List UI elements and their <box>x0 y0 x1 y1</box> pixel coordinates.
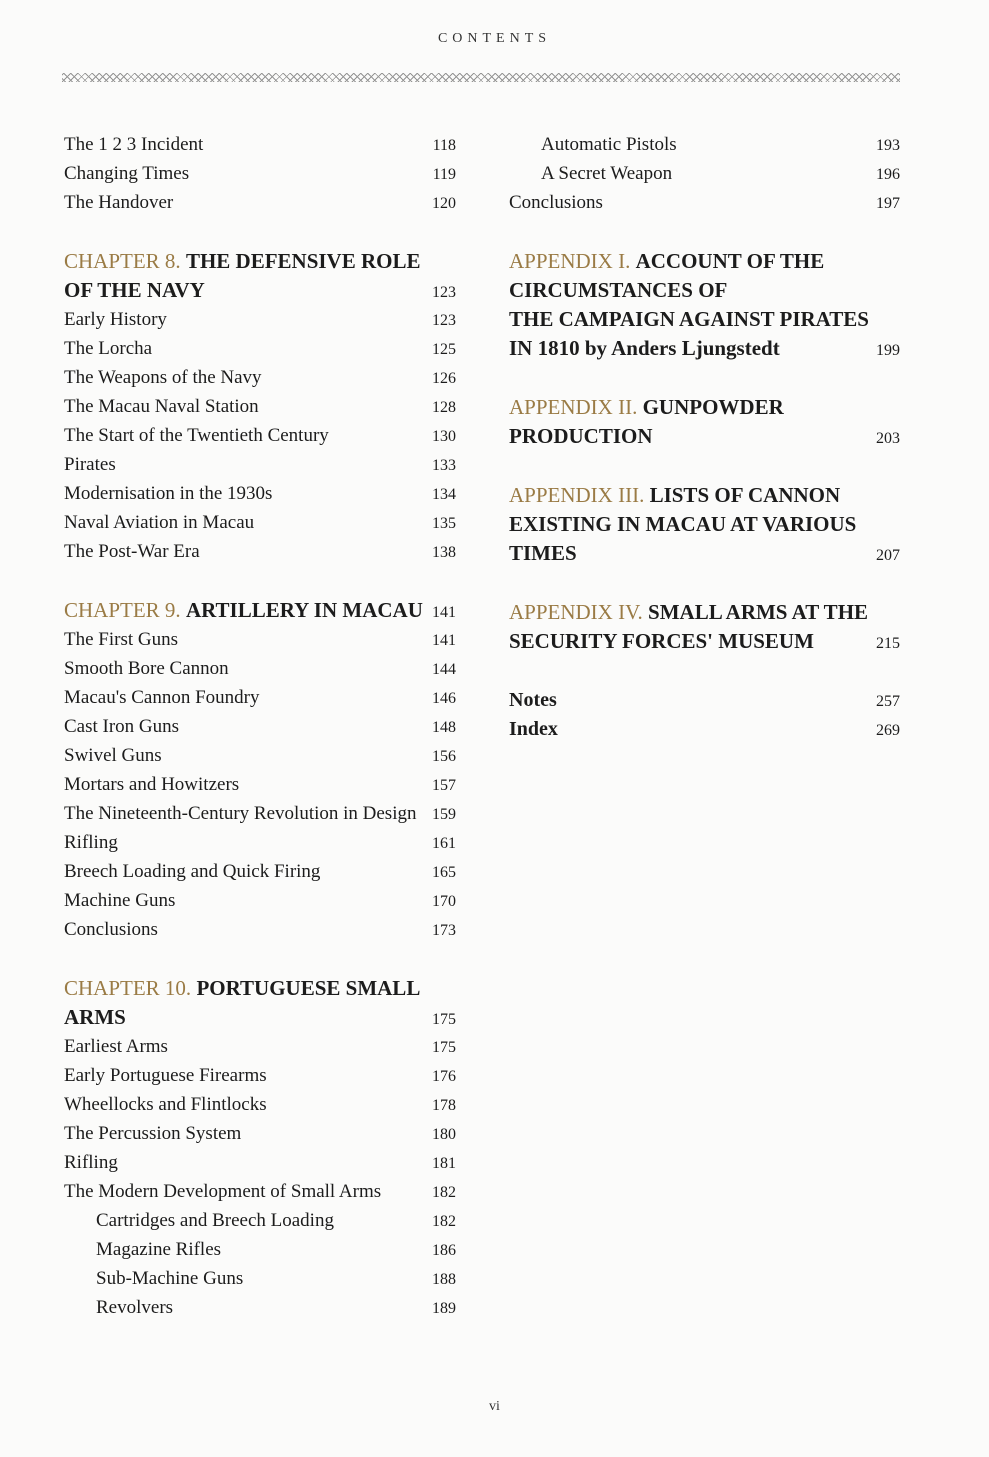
toc-entry[interactable]: The Start of the Twentieth Century 130 <box>64 425 456 446</box>
toc-entry[interactable]: Rifling 161 <box>64 832 456 853</box>
toc-entry[interactable]: Cast Iron Guns 148 <box>64 716 456 737</box>
toc-entry[interactable]: Mortars and Howitzers 157 <box>64 774 456 795</box>
toc-entry[interactable]: The Lorcha 125 <box>64 338 456 359</box>
toc-entry[interactable]: The Weapons of the Navy 126 <box>64 367 456 388</box>
toc-entry[interactable]: Conclusions 197 <box>509 192 900 213</box>
toc-entry[interactable]: Early History 123 <box>64 309 456 330</box>
ornamental-rule <box>62 73 900 82</box>
toc-entry[interactable]: Swivel Guns 156 <box>64 745 456 766</box>
toc-index-entry[interactable]: Index 269 <box>509 718 900 740</box>
toc-entry[interactable]: The First Guns 141 <box>64 629 456 650</box>
running-header: CONTENTS <box>437 31 552 46</box>
toc-entry[interactable]: Wheellocks and Flintlocks 178 <box>64 1094 456 1115</box>
toc-right-column <box>509 130 900 744</box>
appendix-2-heading[interactable]: APPENDIX II. GUNPOWDER PRODUCTION 203 <box>509 395 900 448</box>
toc-entry[interactable]: Smooth Bore Cannon 144 <box>64 658 456 679</box>
toc-entry[interactable]: Modernisation in the 1930s 134 <box>64 483 456 504</box>
appendix-4-heading[interactable]: APPENDIX IV. SMALL ARMS AT THE SECURITY FORCES' MUSEUM 215 <box>509 600 900 653</box>
toc-entry[interactable]: The Nineteenth-Century Revolution in Design 159 <box>64 803 456 824</box>
toc-entry[interactable]: Naval Aviation in Macau 135 <box>64 512 456 533</box>
toc-subentry[interactable]: Revolvers 189 <box>96 1297 456 1318</box>
toc-entry[interactable]: The Handover 120 <box>64 192 456 213</box>
toc-entry[interactable]: Early Portuguese Firearms 176 <box>64 1065 456 1086</box>
toc-left-column <box>64 130 456 1322</box>
page-number: vi <box>489 1399 500 1414</box>
toc-entry[interactable]: Conclusions 173 <box>64 919 456 940</box>
toc-subentry[interactable]: A Secret Weapon 196 <box>541 163 900 184</box>
chapter-9-heading[interactable]: CHAPTER 9. ARTILLERY IN MACAU 141 <box>64 598 456 622</box>
toc-entry[interactable]: The Post-War Era 138 <box>64 541 456 562</box>
toc-subentry[interactable]: Cartridges and Breech Loading 182 <box>96 1210 456 1231</box>
appendix-1-heading[interactable]: APPENDIX I. ACCOUNT OF THE CIRCUMSTANCES OF THE CAMPAIGN AGAINST PIRATES IN 1810 by Anders Ljungstedt 199 <box>509 249 900 360</box>
appendix-3-heading[interactable]: APPENDIX III. LISTS OF CANNON EXISTING IN MACAU AT VARIOUS TIMES 207 <box>509 483 900 565</box>
toc-entry[interactable]: Machine Guns 170 <box>64 890 456 911</box>
chapter-10-heading[interactable]: CHAPTER 10. PORTUGUESE SMALL ARMS 175 <box>64 976 456 1029</box>
toc-subentry[interactable]: Sub-Machine Guns 188 <box>96 1268 456 1289</box>
toc-entry[interactable]: The Modern Development of Small Arms 182 <box>64 1181 456 1202</box>
toc-entry[interactable]: The Macau Naval Station 128 <box>64 396 456 417</box>
toc-entry[interactable]: Changing Times 119 <box>64 163 456 184</box>
toc-entry[interactable]: Pirates 133 <box>64 454 456 475</box>
toc-entry[interactable]: Breech Loading and Quick Firing 165 <box>64 861 456 882</box>
toc-subentry[interactable]: Magazine Rifles 186 <box>96 1239 456 1260</box>
toc-notes-entry[interactable]: Notes 257 <box>509 689 900 711</box>
toc-subentry[interactable]: Automatic Pistols 193 <box>541 134 900 155</box>
chapter-8-heading[interactable]: CHAPTER 8. THE DEFENSIVE ROLE OF THE NAVY 123 <box>64 249 456 302</box>
toc-entry[interactable]: Macau's Cannon Foundry 146 <box>64 687 456 708</box>
toc-entry[interactable]: The 1 2 3 Incident 118 <box>64 134 456 155</box>
toc-entry[interactable]: Rifling 181 <box>64 1152 456 1173</box>
toc-entry[interactable]: Earliest Arms 175 <box>64 1036 456 1057</box>
toc-entry[interactable]: The Percussion System 180 <box>64 1123 456 1144</box>
